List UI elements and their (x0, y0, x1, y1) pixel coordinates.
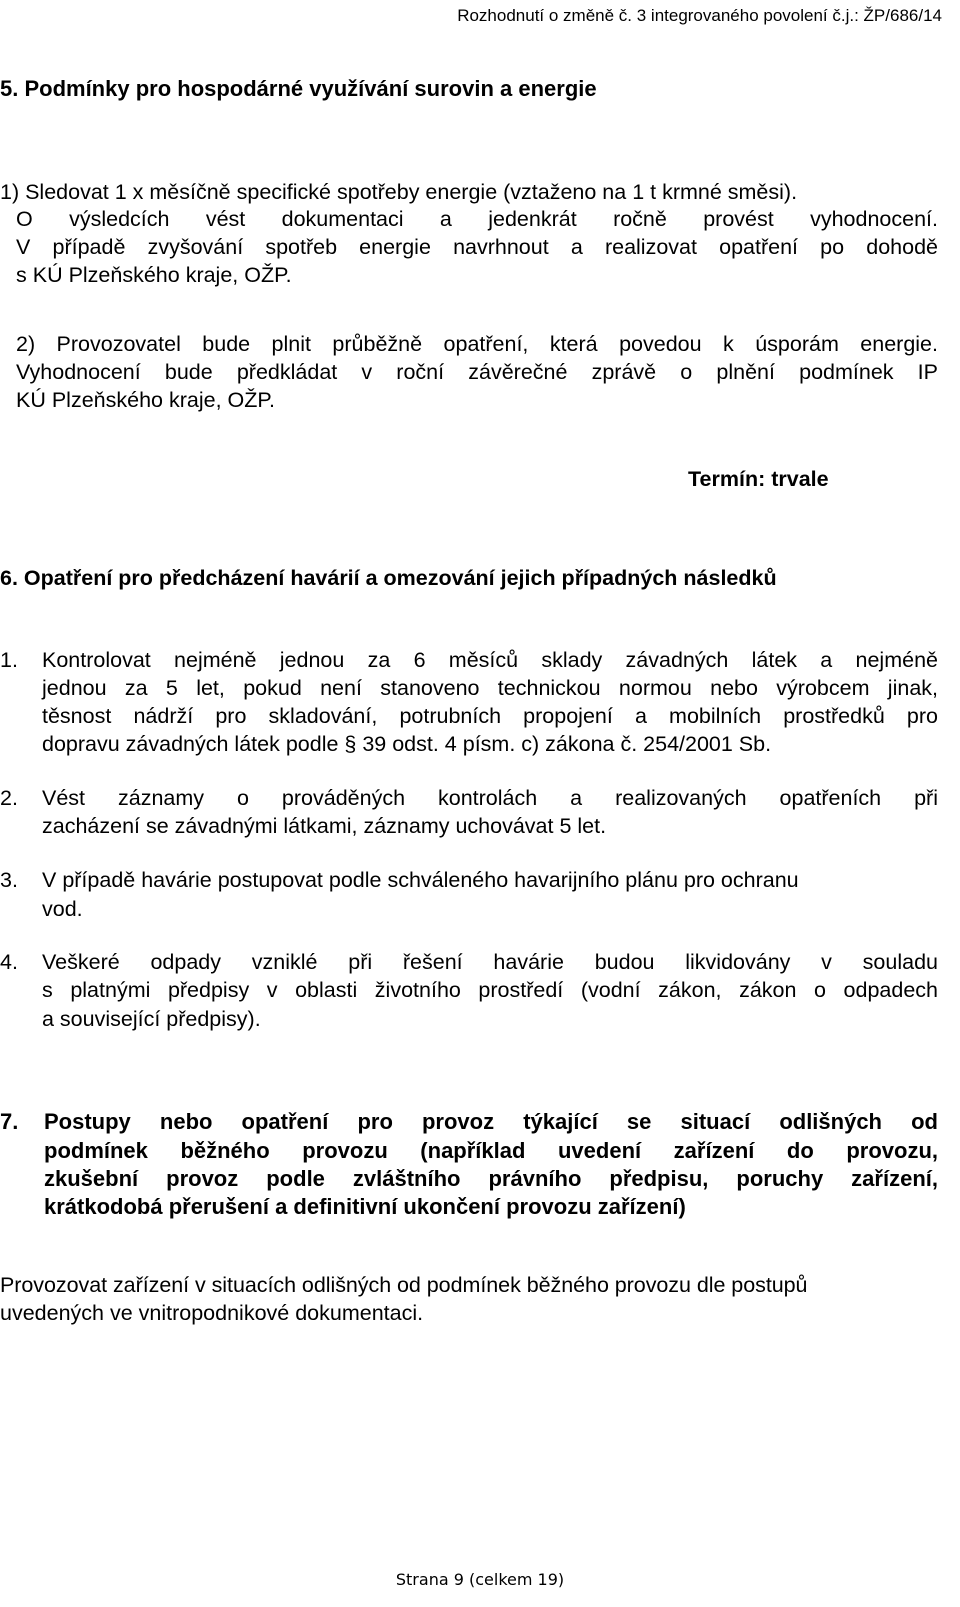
sec6-item2-line1: Vést záznamy o prováděných kontrolách a realizovaných opatřeních při (42, 786, 938, 810)
sec6-item4-line3: a související předpisy). (42, 1007, 261, 1031)
section-5-title: 5. Podmínky pro hospodárné využívání surovin a energie (0, 76, 597, 101)
sec6-item2-line2: zacházení se závadnými látkami, záznamy uchovávat 5 let. (42, 814, 607, 838)
sec5-item1-line2: O výsledcích vést dokumentaci a jedenkrát ročně provést vyhodnocení. (16, 207, 938, 231)
sec6-item1-line1: Kontrolovat nejméně jednou za 6 měsíců sklady závadných látek a nejméně (42, 648, 938, 672)
page-number-footer: Strana 9 (celkem 19) (395, 1570, 565, 1589)
section-7-title-line3: zkušební provoz podle zvláštního právního předpisu, poruchy zařízení, (44, 1166, 938, 1191)
sec6-item4-number: 4. (0, 950, 18, 974)
term-label: Termín: trvale (688, 467, 829, 491)
section-7-title-line1: Postupy nebo opatření pro provoz týkající se situací odlišných od (44, 1109, 938, 1134)
sec6-item1-line3: těsnost nádrží pro skladování, potrubních propojení a mobilních prostředků pro (42, 704, 938, 728)
sec6-item2-number: 2. (0, 786, 18, 810)
sec6-item1-line2: jednou za 5 let, pokud není stanoveno technickou normou nebo výrobcem jinak, (42, 676, 938, 700)
document-header: Rozhodnutí o změně č. 3 integrovaného povolení č.j.: ŽP/686/14 (457, 6, 942, 25)
sec5-item2-line3: KÚ Plzeňského kraje, OŽP. (16, 388, 275, 412)
section-6-title: 6. Opatření pro předcházení havárií a omezování jejich případných následků (0, 566, 777, 590)
sec6-item3-number: 3. (0, 868, 18, 892)
sec6-item4-line2: s platnými předpisy v oblasti životního prostředí (vodní zákon, zákon o odpadech (42, 978, 938, 1002)
section-7-title-line2: podmínek běžného provozu (například uvedení zařízení do provozu, (44, 1138, 938, 1163)
sec7-paragraph-line2: uvedených ve vnitropodnikové dokumentaci. (0, 1301, 424, 1325)
sec7-paragraph-line1: Provozovat zařízení v situacích odlišných od podmínek běžného provozu dle postupů (0, 1273, 808, 1297)
sec6-item3-line2: vod. (42, 897, 83, 921)
sec6-item1-number: 1. (0, 648, 18, 672)
sec6-item1-line4: dopravu závadných látek podle § 39 odst. 4 písm. c) zákona č. 254/2001 Sb. (42, 732, 772, 756)
section-7-number: 7. (0, 1109, 19, 1134)
sec5-item1-line4: s KÚ Plzeňského kraje, OŽP. (16, 263, 292, 287)
sec5-item1-line3: V případě zvyšování spotřeb energie navrhnout a realizovat opatření po dohodě (16, 235, 938, 259)
sec6-item3-line1: V případě havárie postupovat podle schváleného havarijního plánu pro ochranu (42, 868, 799, 892)
section-7-title-line4: krátkodobá přerušení a definitivní ukončení provozu zařízení) (44, 1194, 686, 1219)
sec5-item2-line2: Vyhodnocení bude předkládat v roční závěrečné zprávě o plnění podmínek IP (16, 360, 938, 384)
sec5-item2-line1: 2) Provozovatel bude plnit průběžně opatření, která povedou k úsporám energie. (16, 332, 938, 356)
sec5-item1-line1: 1) Sledovat 1 x měsíčně specifické spotřeby energie (vztaženo na 1 t krmné směsi). (0, 180, 798, 204)
sec6-item4-line1: Veškeré odpady vzniklé při řešení havárie budou likvidovány v souladu (42, 950, 938, 974)
